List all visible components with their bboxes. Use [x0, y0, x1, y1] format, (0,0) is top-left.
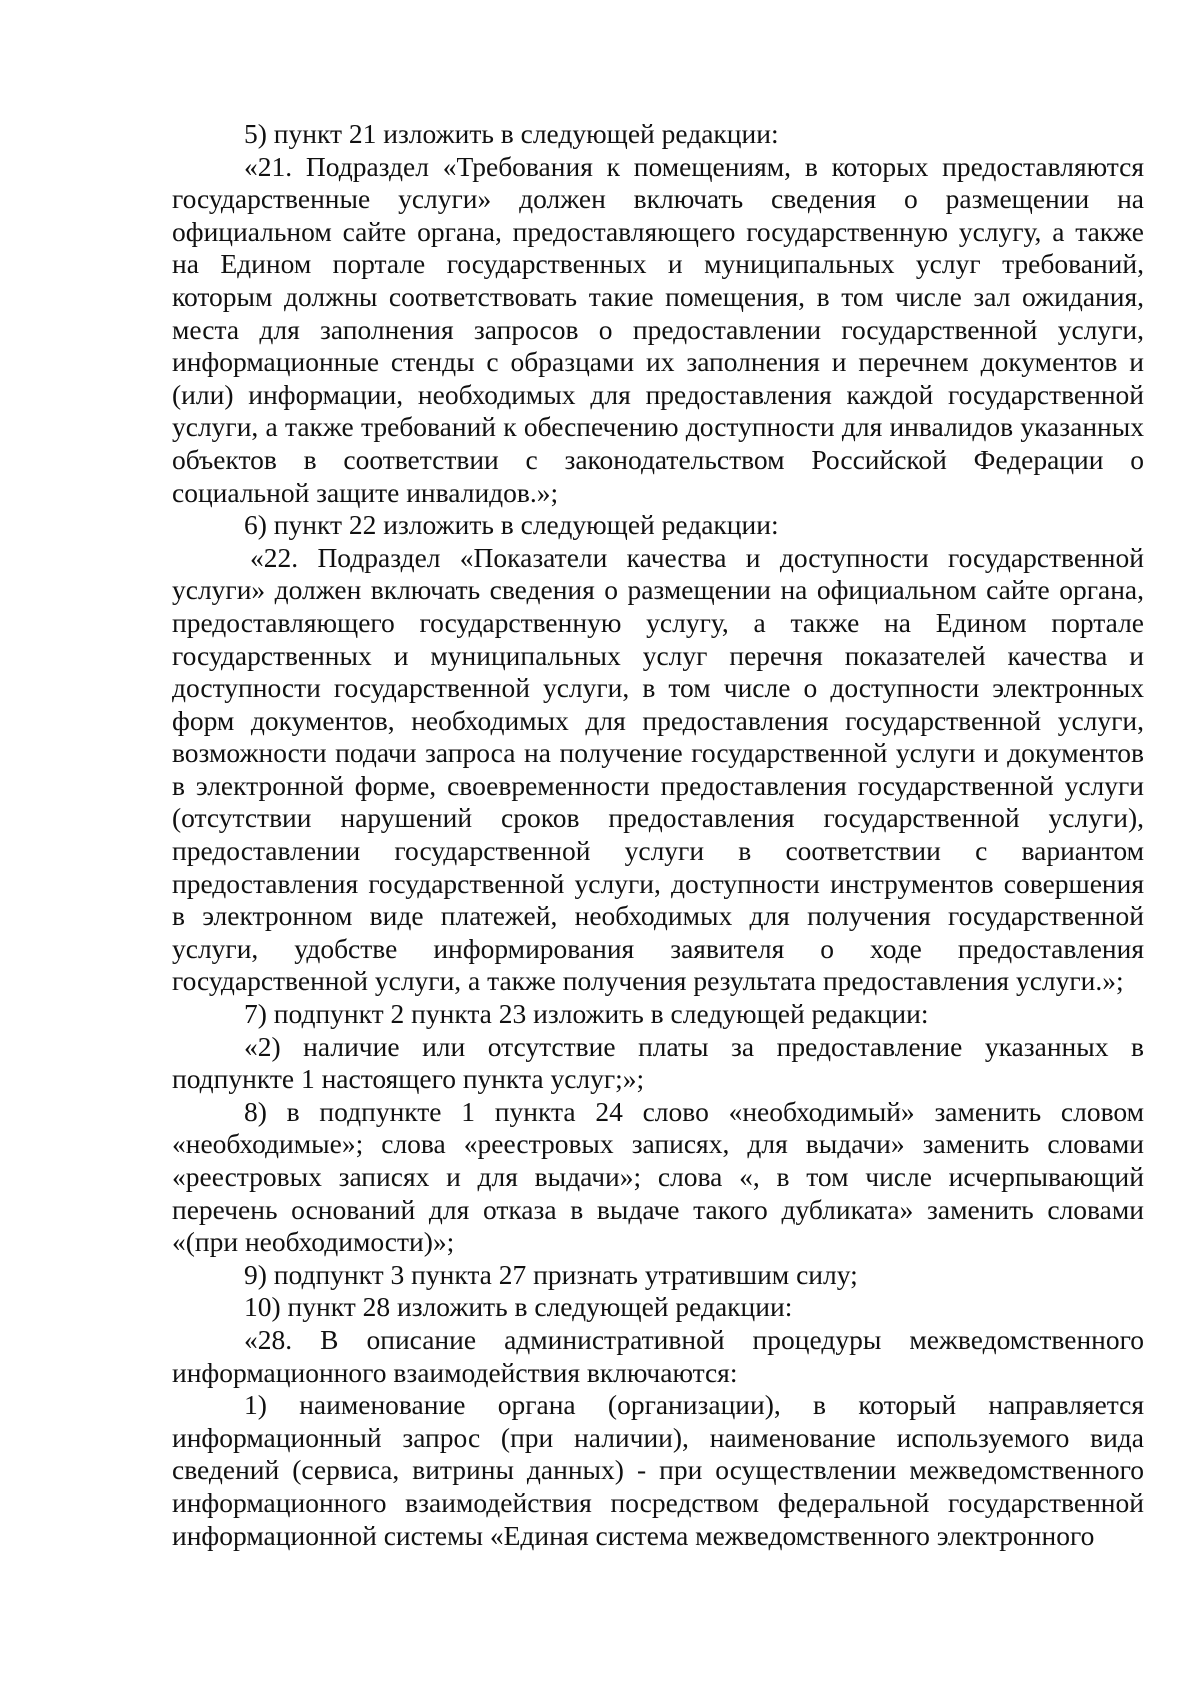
paragraph-item-10: 10) пункт 28 изложить в следующей редакции: — [244, 1291, 793, 1323]
paragraph-item-9: 9) подпункт 3 пункта 27 признать утратившим силу; — [244, 1258, 858, 1290]
paragraph-subclause-1: 1) наименование органа (организации), в который направляется информационный запрос (при наличии), наименование используемого вида сведений (сервиса, витрины данных) - при осуществлении межведомственного информационного взаимодействия посредством федеральной государственной информационной системы «Единая система межведомственного электронного — [172, 1389, 1144, 1551]
paragraph-clause-21: «21. Подраздел «Требования к помещениям, в которых предоставляются государственные услуги» должен включать сведения о размещении на официальном сайте органа, предоставляющего государственную услугу, а также на Едином портале государственных и муниципальных услуг требований, которым должны соответствовать такие помещения, в том числе зал ожидания, места для заполнения запросов о предоставлении государственной услуги, информационные стенды с образцами их заполнения и перечнем документов и (или) информации, необходимых для предоставления каждой государственной услуги, а также требований к обеспечению доступности для инвалидов указанных объектов в соответствии с законодательством Российской Федерации о социальной защите инвалидов.»; — [172, 150, 1144, 508]
paragraph-item-6: 6) пункт 22 изложить в следующей редакции: — [244, 509, 779, 541]
paragraph-item-7: 7) подпункт 2 пункта 23 изложить в следующей редакции: — [244, 998, 929, 1030]
paragraph-subclause-2: «2) наличие или отсутствие платы за предоставление указанных в подпункте 1 настоящего пункта услуг;»; — [172, 1030, 1144, 1095]
paragraph-item-5: 5) пункт 21 изложить в следующей редакции: — [244, 118, 779, 149]
paragraph-clause-28: «28. В описание административной процедуры межведомственного информационного взаимодействия включаются: — [172, 1323, 1144, 1388]
paragraph-clause-22: «22. Подраздел «Показатели качества и доступности государственной услуги» должен включать сведения о размещении на официальном сайте органа, предоставляющего государственную услугу, а также на Едином портале государственных и муниципальных услуг перечня показателей качества и доступности государственной услуги, в том числе о доступности электронных форм документов, необходимых для предоставления государственной услуги, возможности подачи запроса на получение государственной услуги и документов в электронной форме, своевременности предоставления государственной услуги (отсутствии нарушений сроков предоставления государственной услуги), предоставлении государственной услуги в соответствии с вариантом предоставления государственной услуги, доступности инструментов совершения в электронном виде платежей, необходимых для получения государственной услуги, удобстве информирования заявителя о ходе предоставления государственной услуги, а также получения результата предоставления услуги.»; — [172, 541, 1144, 997]
document-body — [172, 118, 1144, 1552]
paragraph-item-8: 8) в подпункте 1 пункта 24 слово «необходимый» заменить словом «необходимые»; слова «реестровых записях, для выдачи» заменить словами «реестровых записях и для выдачи»; слова «, в том числе исчерпывающий перечень оснований для отказа в выдаче такого дубликата» заменить словами «(при необходимости)»; — [172, 1095, 1144, 1258]
